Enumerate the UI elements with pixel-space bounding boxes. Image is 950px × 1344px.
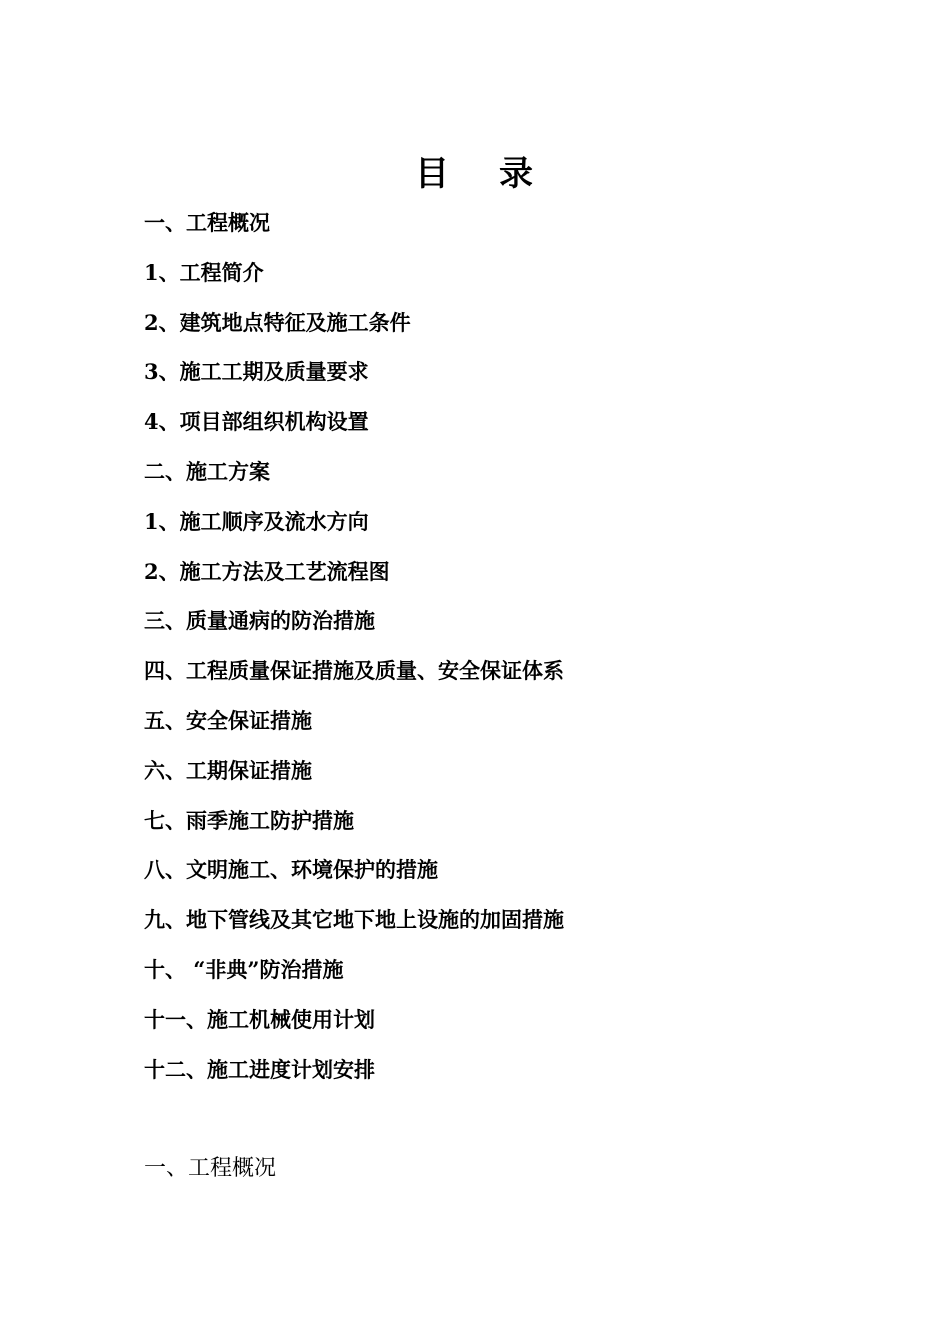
toc-item[interactable]: 2、建筑地点特征及施工条件 bbox=[144, 309, 411, 335]
toc-item[interactable]: 2、施工方法及工艺流程图 bbox=[144, 558, 390, 584]
toc-item[interactable]: 八、文明施工、环境保护的措施 bbox=[144, 857, 438, 883]
toc-title-char-1: 目 bbox=[415, 153, 451, 194]
toc-item[interactable]: 十、 “非典”防治措施 bbox=[144, 956, 344, 982]
toc-item[interactable]: 三、质量通病的防治措施 bbox=[144, 608, 375, 634]
toc-item[interactable]: 4、项目部组织机构设置 bbox=[144, 409, 369, 435]
toc-item[interactable]: 九、地下管线及其它地下地上设施的加固措施 bbox=[144, 907, 564, 933]
toc-item[interactable]: 六、工期保证措施 bbox=[144, 757, 312, 783]
toc-item[interactable]: 二、施工方案 bbox=[144, 458, 270, 484]
toc-list bbox=[144, 206, 564, 1102]
toc-item[interactable]: 七、雨季施工防护措施 bbox=[144, 807, 354, 833]
toc-item[interactable]: 3、施工工期及质量要求 bbox=[144, 359, 369, 385]
toc-item[interactable]: 十一、施工机械使用计划 bbox=[144, 1006, 375, 1032]
toc-title-char-2: 录 bbox=[499, 153, 535, 194]
toc-item[interactable]: 五、安全保证措施 bbox=[144, 707, 312, 733]
toc-item[interactable]: 一、工程概况 bbox=[144, 210, 270, 235]
toc-title bbox=[0, 151, 950, 197]
toc-item[interactable]: 1、施工顺序及流水方向 bbox=[144, 508, 369, 534]
toc-item[interactable]: 1、工程简介 bbox=[144, 259, 264, 285]
toc-item[interactable]: 四、工程质量保证措施及质量、安全保证体系 bbox=[144, 658, 564, 684]
section-heading: 一、工程概况 bbox=[144, 1156, 277, 1181]
toc-item[interactable]: 十二、施工进度计划安排 bbox=[144, 1056, 375, 1082]
